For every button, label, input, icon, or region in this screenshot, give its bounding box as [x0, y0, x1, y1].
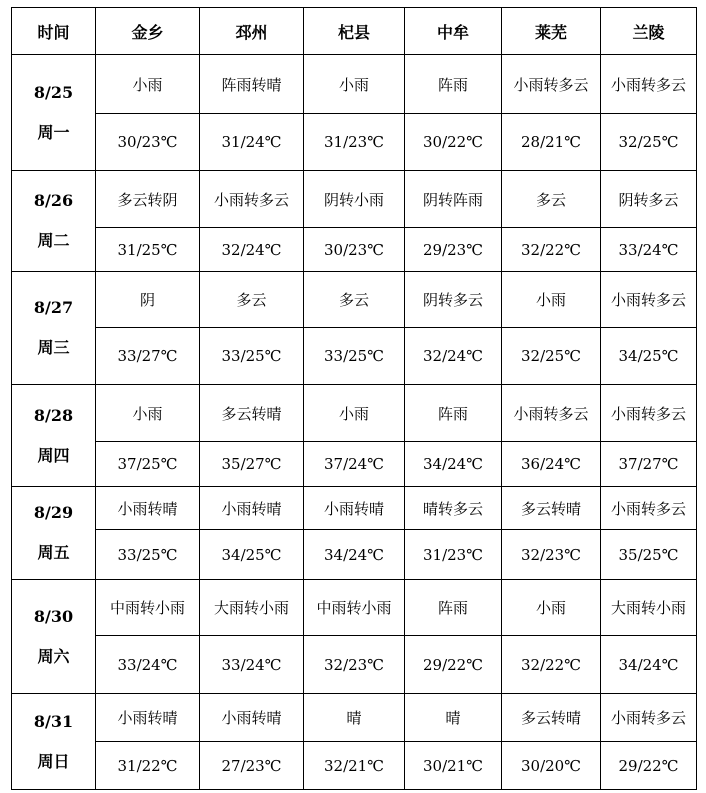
weather-row — [12, 694, 697, 742]
date: 8/28 — [33, 405, 74, 425]
header-city: 邳州 — [200, 8, 304, 55]
temperature-cell: 32/24℃ — [200, 228, 304, 272]
header-city: 兰陵 — [601, 8, 697, 55]
weather-cell: 小雨转多云 — [601, 487, 697, 530]
date: 8/30 — [33, 606, 74, 626]
temperature-row — [12, 636, 697, 694]
weather-row — [12, 385, 697, 442]
temperature-cell: 35/27℃ — [200, 442, 304, 487]
temperature-cell: 29/22℃ — [601, 742, 697, 790]
header-row — [12, 8, 697, 55]
temperature-cell: 28/21℃ — [502, 114, 601, 171]
weekday: 周四 — [37, 445, 70, 465]
temperature-cell: 34/25℃ — [601, 328, 697, 385]
date-cell — [12, 272, 96, 385]
weather-cell: 小雨转晴 — [200, 694, 304, 742]
header-city: 中牟 — [405, 8, 502, 55]
temperature-cell: 34/24℃ — [405, 442, 502, 487]
weather-cell: 大雨转小雨 — [601, 580, 697, 636]
date-cell — [12, 385, 96, 487]
temperature-cell: 29/23℃ — [405, 228, 502, 272]
temperature-cell: 33/25℃ — [96, 530, 200, 580]
date-cell — [12, 694, 96, 790]
temperature-cell: 33/24℃ — [601, 228, 697, 272]
date-cell — [12, 580, 96, 694]
weather-cell: 小雨 — [304, 385, 405, 442]
weather-row — [12, 580, 697, 636]
weather-cell: 阴转多云 — [405, 272, 502, 328]
temperature-cell: 35/25℃ — [601, 530, 697, 580]
weather-cell: 阴转多云 — [601, 171, 697, 228]
header-city: 杞县 — [304, 8, 405, 55]
header-time: 时间 — [12, 8, 96, 55]
temperature-cell: 27/23℃ — [200, 742, 304, 790]
weather-cell: 小雨转多云 — [502, 385, 601, 442]
temperature-cell: 31/23℃ — [405, 530, 502, 580]
weather-cell: 小雨转多云 — [200, 171, 304, 228]
date: 8/29 — [33, 503, 74, 522]
weather-row — [12, 487, 697, 530]
weather-cell: 大雨转小雨 — [200, 580, 304, 636]
temperature-cell: 34/25℃ — [200, 530, 304, 580]
weather-cell: 阴 — [96, 272, 200, 328]
weather-cell: 多云转晴 — [502, 694, 601, 742]
weather-cell: 小雨转多云 — [601, 385, 697, 442]
weather-cell: 小雨转晴 — [96, 487, 200, 530]
weather-cell: 小雨 — [304, 55, 405, 114]
weather-cell: 阴转小雨 — [304, 171, 405, 228]
weekday: 周六 — [37, 646, 70, 666]
date-cell — [12, 55, 96, 171]
weather-cell: 阵雨 — [405, 580, 502, 636]
temperature-cell: 32/25℃ — [601, 114, 697, 171]
weather-cell: 小雨 — [96, 385, 200, 442]
weather-cell: 小雨转晴 — [96, 694, 200, 742]
temperature-row — [12, 742, 697, 790]
weekday: 周五 — [37, 543, 70, 562]
temperature-cell: 34/24℃ — [304, 530, 405, 580]
weather-cell: 小雨转晴 — [304, 487, 405, 530]
weekday: 周三 — [37, 338, 70, 357]
weather-cell: 小雨转多云 — [502, 55, 601, 114]
temperature-cell: 30/21℃ — [405, 742, 502, 790]
temperature-row — [12, 442, 697, 487]
temperature-cell: 37/24℃ — [304, 442, 405, 487]
weather-cell: 多云转阴 — [96, 171, 200, 228]
date: 8/25 — [33, 82, 74, 102]
temperature-cell: 32/21℃ — [304, 742, 405, 790]
temperature-cell: 31/25℃ — [96, 228, 200, 272]
temperature-cell: 32/23℃ — [304, 636, 405, 694]
temperature-cell: 32/22℃ — [502, 228, 601, 272]
temperature-row — [12, 328, 697, 385]
temperature-row — [12, 114, 697, 171]
date-cell — [12, 487, 96, 580]
weather-cell: 中雨转小雨 — [96, 580, 200, 636]
weather-row — [12, 171, 697, 228]
weather-cell: 小雨 — [502, 580, 601, 636]
weather-cell: 小雨 — [502, 272, 601, 328]
temperature-cell: 30/23℃ — [96, 114, 200, 171]
weekday: 周二 — [37, 231, 70, 250]
temperature-cell: 34/24℃ — [601, 636, 697, 694]
weather-row — [12, 55, 697, 114]
temperature-cell: 29/22℃ — [405, 636, 502, 694]
weather-cell: 多云 — [304, 272, 405, 328]
weather-cell: 阵雨转晴 — [200, 55, 304, 114]
date: 8/27 — [33, 298, 74, 317]
temperature-cell: 32/24℃ — [405, 328, 502, 385]
weather-cell: 多云转晴 — [502, 487, 601, 530]
temperature-cell: 30/23℃ — [304, 228, 405, 272]
weather-cell: 小雨 — [96, 55, 200, 114]
weather-cell: 晴 — [405, 694, 502, 742]
header-city: 金乡 — [96, 8, 200, 55]
temperature-cell: 32/22℃ — [502, 636, 601, 694]
date: 8/26 — [33, 191, 74, 210]
weather-cell: 阵雨 — [405, 385, 502, 442]
date: 8/31 — [33, 711, 74, 731]
temperature-cell: 37/27℃ — [601, 442, 697, 487]
weather-cell: 小雨转多云 — [601, 55, 697, 114]
temperature-cell: 33/27℃ — [96, 328, 200, 385]
temperature-cell: 33/25℃ — [200, 328, 304, 385]
temperature-cell: 36/24℃ — [502, 442, 601, 487]
date-cell — [12, 171, 96, 272]
weather-cell: 小雨转多云 — [601, 694, 697, 742]
temperature-cell: 31/23℃ — [304, 114, 405, 171]
weather-cell: 多云 — [502, 171, 601, 228]
weather-cell: 小雨转晴 — [200, 487, 304, 530]
temperature-cell: 33/24℃ — [96, 636, 200, 694]
weather-cell: 阴转阵雨 — [405, 171, 502, 228]
temperature-cell: 37/25℃ — [96, 442, 200, 487]
weather-cell: 晴转多云 — [405, 487, 502, 530]
temperature-cell: 33/25℃ — [304, 328, 405, 385]
weather-row — [12, 272, 697, 328]
weekday: 周一 — [37, 122, 70, 142]
temperature-cell: 31/22℃ — [96, 742, 200, 790]
temperature-row — [12, 530, 697, 580]
weather-cell: 多云转晴 — [200, 385, 304, 442]
weather-cell: 晴 — [304, 694, 405, 742]
weather-cell: 多云 — [200, 272, 304, 328]
temperature-cell: 30/20℃ — [502, 742, 601, 790]
temperature-row — [12, 228, 697, 272]
weekday: 周日 — [37, 751, 70, 771]
temperature-cell: 32/23℃ — [502, 530, 601, 580]
temperature-cell: 31/24℃ — [200, 114, 304, 171]
weather-table — [11, 7, 697, 790]
weather-cell: 中雨转小雨 — [304, 580, 405, 636]
weather-cell: 阵雨 — [405, 55, 502, 114]
weather-cell: 小雨转多云 — [601, 272, 697, 328]
temperature-cell: 33/24℃ — [200, 636, 304, 694]
header-city: 莱芜 — [502, 8, 601, 55]
temperature-cell: 30/22℃ — [405, 114, 502, 171]
temperature-cell: 32/25℃ — [502, 328, 601, 385]
